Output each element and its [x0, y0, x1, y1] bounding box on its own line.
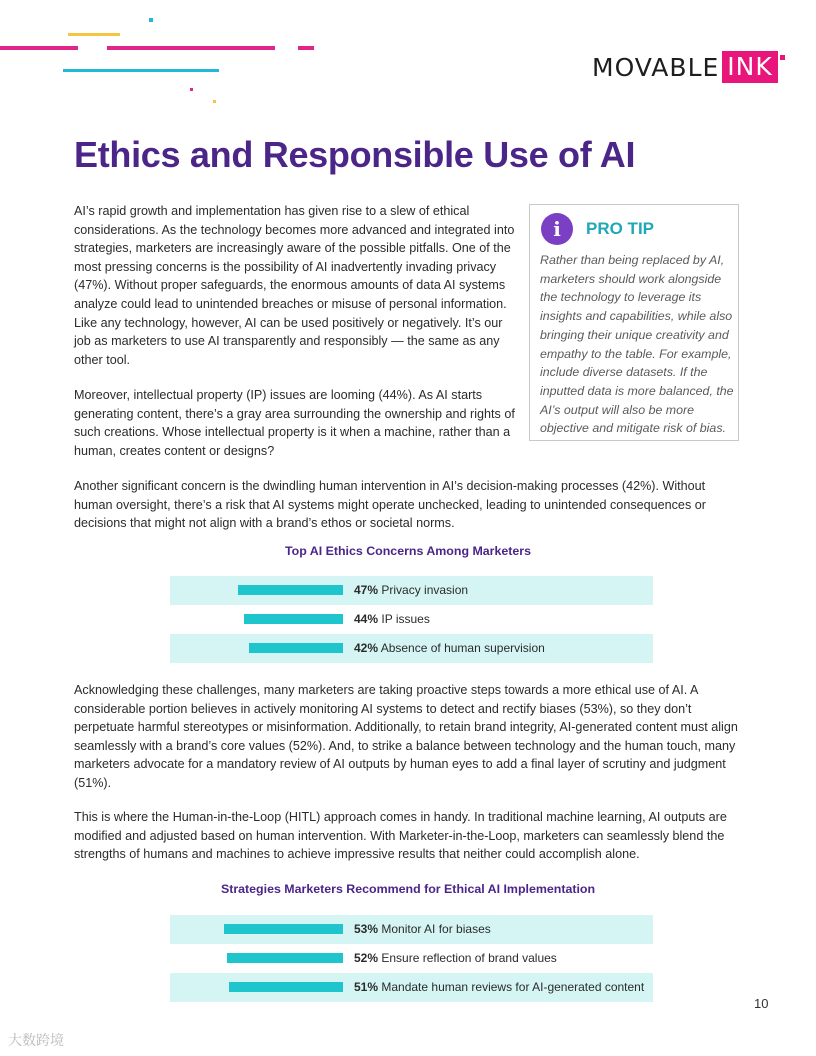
bar-chart-ethics-concerns — [170, 576, 653, 663]
chart-bar-label — [354, 612, 430, 626]
decor-line — [107, 46, 275, 50]
decor-line — [0, 46, 78, 50]
decor-line — [298, 46, 314, 50]
chart-bar — [229, 982, 343, 992]
chart-bar — [227, 953, 343, 963]
chart-value-label: 44% — [354, 612, 379, 626]
body-paragraph: AI’s rapid growth and implementation has given rise to a slew of ethical considerations. As the technology becomes more advanced and integrated into strategies, marketers are increasingly aware of the possible pitfalls. One of the most pressing concerns is the possibility of AI inadvertently invading privacy (47%). Without proper safeguards, the enormous amounts of data AI systems analyze could lead to unintended breaches or misuse of personal information. Like any technology, however, AI can be used positively or negatively. It’s our job as marketers to use AI transparently and responsibly — the same as any other tool. — [74, 204, 515, 367]
chart-bar — [238, 585, 343, 595]
chart-category-label: Ensure reflection of brand values — [378, 951, 557, 965]
decor-dot — [213, 100, 216, 103]
chart-title: Strategies Marketers Recommend for Ethical AI Implementation — [220, 882, 596, 896]
chart-row — [170, 576, 653, 605]
bar-chart-ethical-strategies — [170, 915, 653, 1002]
chart-category-label: Mandate human reviews for AI-generated content — [378, 980, 645, 994]
body-paragraph: Acknowledging these challenges, many marketers are taking proactive steps towards a more ethical use of AI. A considerable portion believes in actively monitoring AI systems to detect and rectify biases (53%), so they don’t perpetuate harmful stereotypes or misinformation. Additionally, to retain brand integrity, AI-generated content must align seamlessly with a brand’s core values (52%). And, to strike a balance between technology and the human touch, many marketers advocate for a mandatory review of AI outputs by human eyes to add a final layer of scrutiny and judgment (51%). — [74, 683, 738, 790]
pro-tip-text: Rather than being replaced by AI, marketers should work alongside the technology to leverage its insights and capabilities, while also bringing their unique creativity and empathy to the table. For example, include diverse datasets. If the inputted data is more balanced, the AI’s output will also be more objective and mitigate risk of bias. — [540, 253, 734, 436]
chart-bar — [249, 643, 343, 653]
chart-bar-label — [354, 922, 491, 936]
page-number: 10 — [754, 996, 769, 1011]
chart-bar — [224, 924, 343, 934]
chart-row — [170, 915, 653, 944]
body-paragraph: This is where the Human-in-the-Loop (HITL) approach comes in handy. In traditional machine learning, AI outputs are modified and adjusted based on human intervention. With Marketer-in-the-Loop, marketers can seamlessly blend the strengths of humans and machines to achieve impressive results that neither could accomplish alone. — [74, 810, 727, 862]
chart-value-label: 53% — [354, 922, 379, 936]
chart-bar-label — [354, 583, 468, 597]
chart-category-label: Monitor AI for biases — [378, 922, 491, 936]
chart-category-label: Privacy invasion — [378, 583, 469, 597]
chart-category-label: IP issues — [378, 612, 430, 626]
chart-bar-label — [354, 980, 644, 994]
logo-accent-text: INK — [722, 51, 777, 83]
decor-dot — [190, 88, 193, 91]
info-icon: i — [541, 213, 573, 245]
chart-row — [170, 973, 653, 1002]
chart-value-label: 52% — [354, 951, 379, 965]
page-title: Ethics and Responsible Use of AI — [74, 134, 636, 175]
chart-value-label: 51% — [354, 980, 379, 994]
pro-tip-title: PRO TIP — [586, 219, 655, 238]
chart-category-label: Absence of human supervision — [378, 641, 545, 655]
chart-row — [170, 605, 653, 634]
logo-main-text: MOVABLE — [592, 52, 720, 82]
chart-row — [170, 944, 653, 973]
chart-row — [170, 634, 653, 663]
body-paragraph: Another significant concern is the dwindling human intervention in AI’s decision-making processes (42%). Without human oversight, there’s a risk that AI systems might operate unchecked, leading to unintended consequences or decisions that might not align with a brand’s ethos or societal norms. — [74, 479, 706, 531]
watermark: 大数跨境 — [8, 1033, 64, 1049]
chart-title: Top AI Ethics Concerns Among Marketers — [284, 544, 532, 558]
chart-value-label: 42% — [354, 641, 379, 655]
chart-bar — [244, 614, 343, 624]
chart-bar-label — [354, 641, 545, 655]
decor-dot — [149, 18, 153, 22]
body-paragraph: Moreover, intellectual property (IP) issues are looming (44%). As AI starts generating content, there’s a gray area surrounding the ownership and rights of such creations. Whose intellectual property is it when a machine, rather than a human, creates content or designs? — [74, 388, 515, 458]
chart-value-label: 47% — [354, 583, 379, 597]
decor-line — [68, 33, 120, 36]
chart-bar-label — [354, 951, 557, 965]
decor-line — [63, 69, 219, 72]
pro-tip-box — [529, 204, 739, 441]
brand-logo — [592, 50, 778, 84]
